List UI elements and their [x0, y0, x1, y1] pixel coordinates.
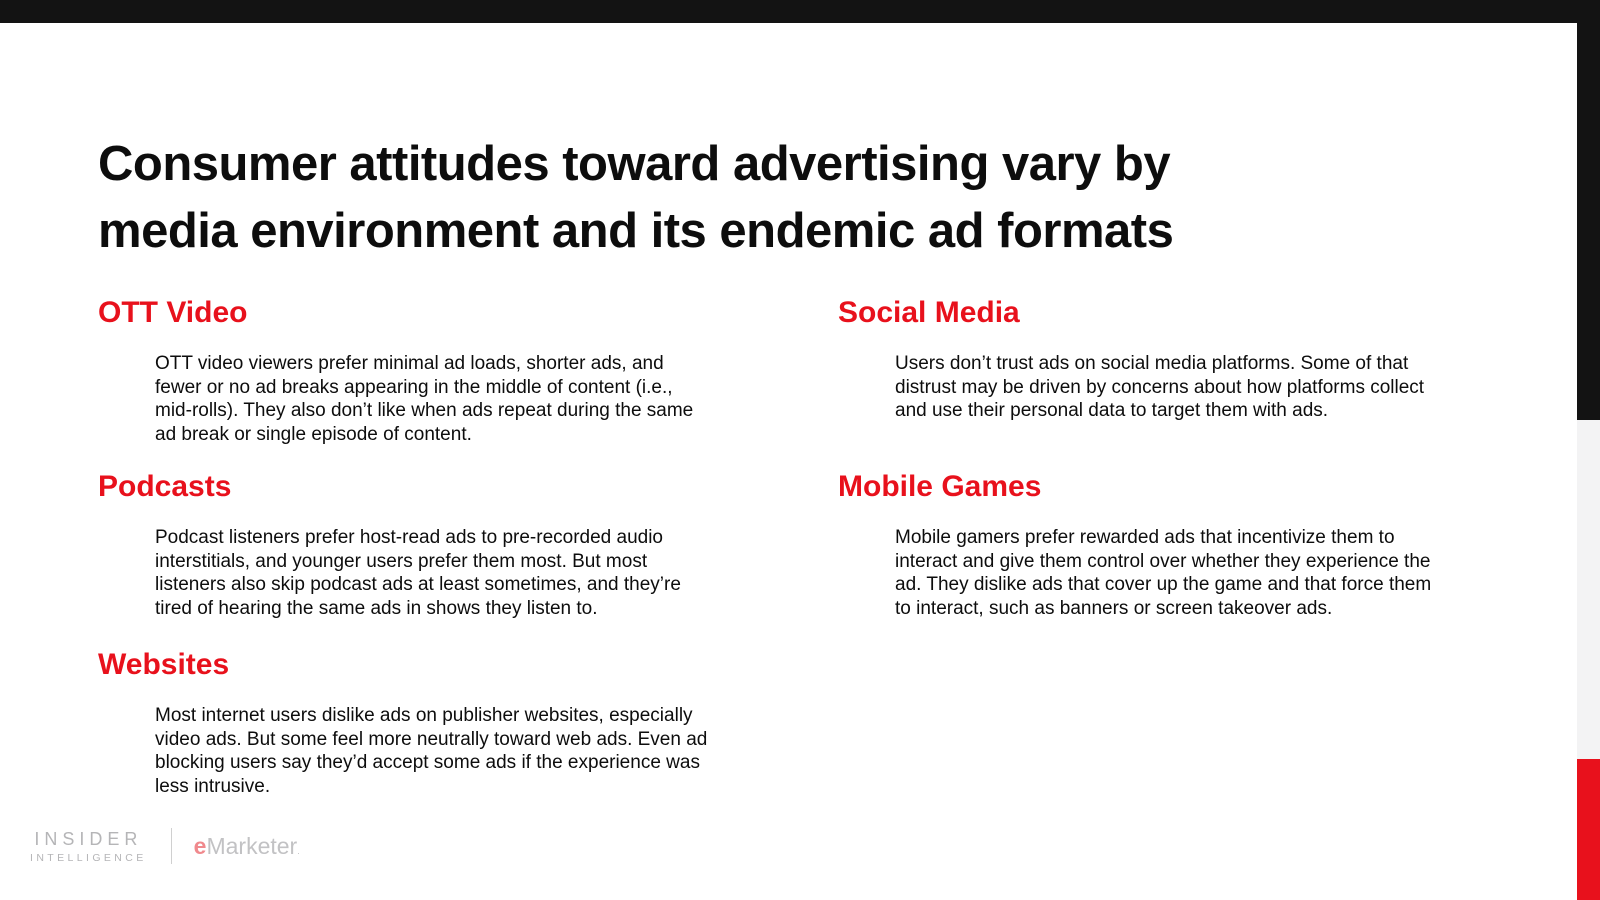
section-mobile-games: [838, 470, 1458, 620]
emarketer-logo-e: e: [193, 832, 207, 859]
insider-intelligence-logo: [30, 829, 147, 864]
section-body-mobile-games: Mobile gamers prefer rewarded ads that incentivize them to interact and give them control over whether they experience the ad. They dislike ads that cover up the game and that force them to interact, such as banners or screen takeover ads.: [895, 527, 1432, 619]
emarketer-logo-text: Marketer: [206, 832, 298, 859]
slide-title: [98, 131, 1498, 265]
section-body-podcasts: Podcast listeners prefer host-read ads to pre-recorded audio interstitials, and younger users prefer them most. But most listeners also skip podcast ads at least sometimes, and they’re tired of hearing the same ads in shows they listen to.: [155, 527, 681, 619]
section-heading-websites: Websites: [98, 648, 230, 681]
section-body-ott-video: OTT video viewers prefer minimal ad loads, shorter ads, and fewer or no ad breaks appearing in the middle of content (i.e., mid-rolls). They also don’t like when ads repeat during the same ad break or single episode of content.: [155, 353, 694, 445]
insider-logo-line2: INTELLIGENCE: [30, 851, 147, 864]
section-heading-social-media: Social Media: [838, 296, 1020, 329]
footer-brand: [30, 828, 300, 864]
section-body-social-media: Users don’t trust ads on social media platforms. Some of that distrust may be driven by concerns about how platforms collect and use their personal data to target them with ads.: [895, 353, 1425, 422]
section-body-websites: Most internet users dislike ads on publisher websites, especially video ads. But some feel more neutrally toward web ads. Even ad blocking users say they’d accept some ads if the experience was less intrusive.: [155, 705, 708, 797]
insider-logo-line1: INSIDER: [34, 828, 143, 849]
section-podcasts: [98, 470, 718, 620]
section-heading-podcasts: Podcasts: [98, 470, 232, 503]
section-social-media: [838, 296, 1458, 423]
slide-title-line1: Consumer attitudes toward advertising vary by: [98, 137, 1171, 191]
right-edge-black-segment: [1577, 0, 1600, 420]
section-websites: [98, 648, 718, 798]
top-bar: [0, 0, 1600, 23]
right-edge-gray-segment: [1577, 420, 1600, 759]
right-edge-red-segment: [1577, 759, 1600, 900]
slide-title-line2: media environment and its endemic ad formats: [98, 204, 1174, 258]
section-heading-mobile-games: Mobile Games: [838, 470, 1042, 503]
footer-divider: [171, 828, 172, 864]
section-ott-video: [98, 296, 718, 446]
emarketer-logo: [194, 833, 300, 860]
emarketer-logo-mark: .: [297, 845, 300, 856]
section-heading-ott-video: OTT Video: [98, 296, 248, 329]
